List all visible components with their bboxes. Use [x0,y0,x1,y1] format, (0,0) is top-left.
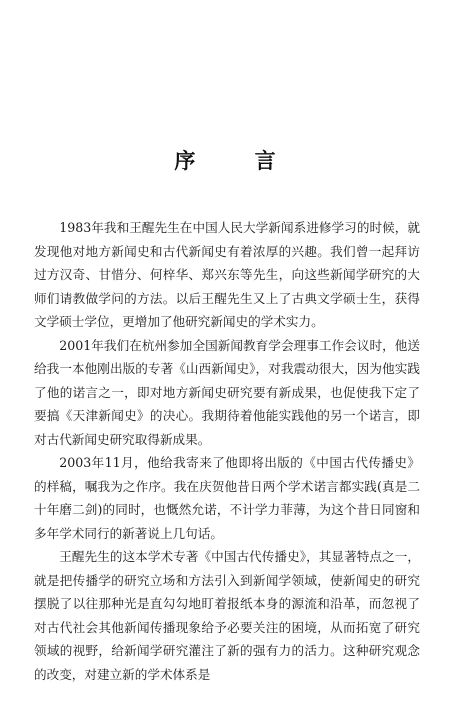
page-title: 序 言 [174,149,302,173]
paragraph-2: 2001年我们在杭州参加全国新闻教育学会理事工作会议时，他送给我一本他刚出版的专著《山西新闻史》，对我震动很大，因为他实践了他的诺言之一，即对地方新闻史研究要有新成果，也促使我下定了要搞《天津新闻史》的决心。我期待着他能实践他的另一个诺言，即对古代新闻史研究取得新成果。 [34,337,420,447]
paragraph-1: 1983年我和王醒先生在中国人民大学新闻系进修学习的时候，就发现他对地方新闻史和古代新闻史有着浓厚的兴趣。我们曾一起拜访过方汉奇、甘惜分、何梓华、郑兴东等先生，向这些新闻学研究的大师们请教做学问的方法。以后王醒先生又上了古典文学硕士生，获得文学硕士学位，更增加了他研究新闻史的学术实力。 [34,220,420,329]
paragraph-3: 2003年11月，他给我寄来了他即将出版的《中国古代传播史》的样稿，嘱我为之作序。我在庆贺他昔日两个学术诺言都实践(真是二十年磨二剑)的同时，也慨然允诺，不计学力菲薄，为这个昔日同窗和多年学术同行的新著说上几句话。 [34,455,420,541]
preface-body [34,216,420,686]
paragraph-4: 王醒先生的这本学术专著《中国古代传播史》，其显著特点之一，就是把传播学的研究立场和方法引入到新闻学领域，使新闻史的研究摆脱了以往那种光是直勾勾地盯着报纸本身的源流和沿革，而忽视了对古代社会其他新闻传播现象给予必要关注的困境，从而拓宽了研究领域的视野，给新闻学研究灌注了新的强有力的活力。这种研究观念的改变，对建立新的学术体系是 [34,549,420,682]
